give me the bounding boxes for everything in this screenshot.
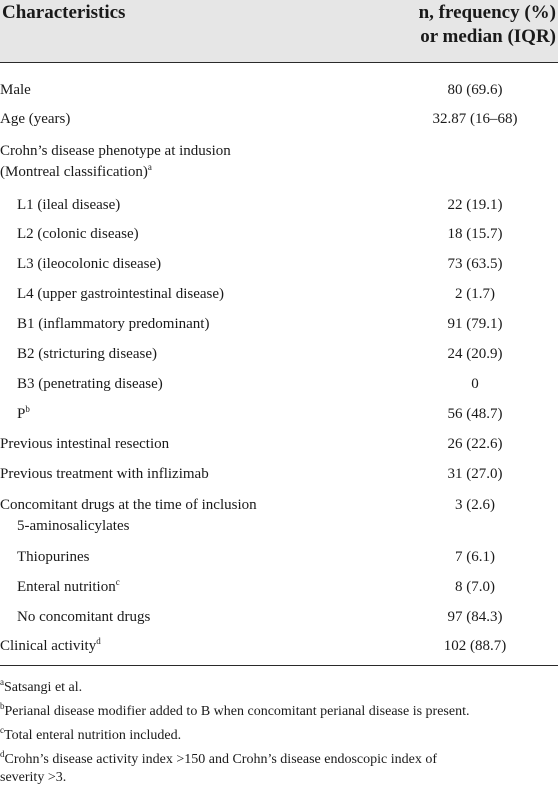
row-label: Male (0, 82, 31, 98)
footnote-text: Perianal disease modifier added to B when concomitant perianal disease is present. (4, 704, 470, 719)
footnote-mark: a (0, 677, 4, 687)
footnote-mark: c (0, 725, 4, 735)
row-value: 2 (1.7) (455, 286, 495, 302)
footnote (0, 727, 558, 745)
footnote-text: Total enteral nutrition included. (4, 728, 182, 743)
footnote (0, 703, 558, 721)
row-value: 31 (27.0) (447, 466, 503, 482)
row-label: Previous intestinal resection (0, 436, 170, 452)
row-value: 80 (69.6) (447, 82, 503, 98)
row-label-text: Clinical activity (0, 638, 97, 654)
row-label: L3 (ileocolonic disease) (17, 256, 162, 272)
footnote (0, 751, 558, 769)
row-label: L1 (ileal disease) (17, 197, 121, 213)
row-label: B1 (inflammatory predominant) (17, 316, 210, 332)
row-label: No concomitant drugs (17, 609, 151, 625)
footnote (0, 769, 558, 787)
row-label: 5-aminosalicylates (17, 518, 130, 534)
footnote-text: severity >3. (0, 770, 67, 785)
footnote-mark: a (147, 162, 152, 172)
row-value: 102 (88.7) (443, 638, 507, 654)
characteristics-header: Characteristics (2, 2, 126, 23)
footnote-mark: b (0, 701, 5, 711)
row-value: 32.87 (16–68) (432, 111, 518, 127)
row-value: 26 (22.6) (447, 436, 503, 452)
row-label: L2 (colonic disease) (17, 226, 139, 242)
header-divider (0, 62, 558, 63)
row-label (0, 637, 101, 656)
row-value: 7 (6.1) (455, 549, 495, 565)
row-label: L4 (upper gastrointestinal disease) (17, 286, 225, 302)
footnote-mark: c (115, 577, 120, 587)
row-value: 18 (15.7) (447, 226, 503, 242)
row-label: B3 (penetrating disease) (17, 376, 163, 392)
footnote-text: Crohn’s disease activity index >150 and Crohn’s disease endoscopic index of (4, 752, 437, 767)
row-label (17, 405, 30, 424)
table-bottom-rule (0, 665, 558, 666)
row-value: 24 (20.9) (447, 346, 503, 362)
row-label (17, 578, 120, 597)
frequency-header-line1: n, frequency (%) (418, 2, 556, 23)
row-value: 0 (471, 376, 479, 392)
row-value: 91 (79.1) (447, 316, 503, 332)
table-header (0, 0, 558, 62)
row-value: 56 (48.7) (447, 406, 503, 422)
row-label-text: (Montreal classification) (0, 164, 148, 180)
footnote-text: Satsangi et al. (4, 680, 83, 695)
row-value: 22 (19.1) (447, 197, 503, 213)
row-label: Previous treatment with inflizimab (0, 466, 209, 482)
row-label: Crohn’s disease phenotype at indusion (0, 143, 231, 159)
row-label-text: Enteral nutrition (17, 579, 116, 595)
row-label-text: P (17, 406, 26, 422)
row-label (0, 163, 152, 182)
footnote-mark: d (0, 749, 5, 759)
row-value: 3 (2.6) (455, 497, 495, 513)
row-value: 97 (84.3) (447, 609, 503, 625)
row-label: B2 (stricturing disease) (17, 346, 157, 362)
frequency-header-line2: or median (IQR) (420, 26, 556, 47)
row-label: Concomitant drugs at the time of inclusion (0, 497, 257, 513)
row-value: 8 (7.0) (455, 579, 495, 595)
frequency-header (419, 1, 556, 49)
footnote-mark: b (25, 404, 30, 414)
footnote-mark: d (96, 636, 101, 646)
row-label: Age (years) (0, 111, 71, 127)
row-label: Thiopurines (17, 549, 90, 565)
footnote (0, 679, 558, 697)
row-value: 73 (63.5) (447, 256, 503, 272)
